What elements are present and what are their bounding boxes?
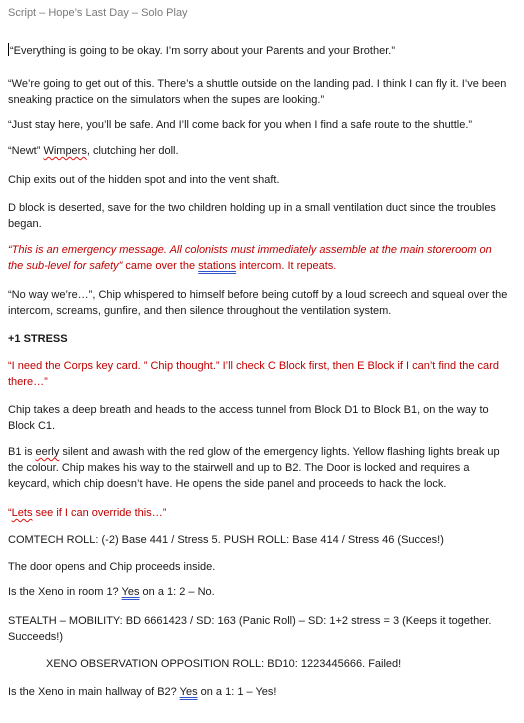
paragraph-2: “We’re going to get out of this. There’s a shuttle outside on the landing pad. I think I can fly it. I’ve been sneaking practice on the simulators when the supes are looking.” [8,78,507,106]
paragraph-1: “Everything is going to be okay. I’m sorry about your Parents and your Brother.” [10,45,395,57]
paragraph-11: Chip takes a deep breath and heads to the access tunnel from Block D1 to Block B1, on the way to Block C1. [8,404,489,432]
spelling-error[interactable]: Lets [11,507,33,519]
grammar-suggestion[interactable]: stations [198,260,237,272]
paragraph-19: Is the Xeno in main hallway of B2? Yes on a 1: 1 – Yes! [8,686,277,698]
paragraph-10: “I need the Corps key card. ” Chip thought.” I’ll check C Block first, then E Block if I can’t find the card there…” [8,360,499,388]
stealth-roll: STEALTH – MOBILITY: BD 6661423 / SD: 163 (Panic Roll) – SD: 1+2 stress = 3 (Keeps it together. Succeeds!) [8,615,492,643]
paragraph-12: B1 is eerly silent and awash with the red glow of the emergency lights. Yellow flashing lights break up the colour. Chip makes his way to the stairwell and up to B2. The Door is locked and requires a keycard, which chip doesn’t have. He opens the side panel and proceeds to hack the lock. [8,446,500,490]
paragraph-6: D block is deserted, save for the two children holding up in a small ventilation duct since the troubles began. [8,202,496,230]
spelling-error[interactable]: eerly [35,446,60,458]
grammar-suggestion[interactable]: Yes [179,686,198,698]
xeno-opposition-roll: XENO OBSERVATION OPPOSITION ROLL: BD10: 1223445666. Failed! [46,658,402,670]
paragraph-8: “No way we’re…”, Chip whispered to himself before being cutoff by a loud screech and squeal over the intercom, screams, gunfire, and then silence throughout the ventilation system. [8,289,508,317]
paragraph-16: Is the Xeno in room 1? Yes on a 1: 2 – No. [8,586,215,598]
document-title: Script – Hope’s Last Day – Solo Play [8,7,188,19]
paragraph-5: Chip exits out of the hidden spot and into the vent shaft. [8,174,280,186]
paragraph-15: The door opens and Chip proceeds inside. [8,561,216,573]
text-cursor [8,43,9,56]
paragraph-13: “Lets see if I can override this…” [8,507,167,519]
comtech-roll: COMTECH ROLL: (-2) Base 441 / Stress 5. PUSH ROLL: Base 414 / Stress 46 (Succes!) [8,534,444,546]
stress-note: +1 STRESS [8,333,68,345]
grammar-suggestion[interactable]: Yes [121,586,140,598]
paragraph-4: “Newt” Wimpers, clutching her doll. [8,145,179,157]
paragraph-3: “Just stay here, you’ll be safe. And I’ll come back for you when I find a safe route to the shuttle.” [8,119,473,131]
paragraph-7: “This is an emergency message. All colonists must immediately assemble at the main storeroom on the sub-level for safety” came over the stations intercom. It repeats. [8,244,492,272]
spelling-error[interactable]: Wimpers [43,145,87,157]
